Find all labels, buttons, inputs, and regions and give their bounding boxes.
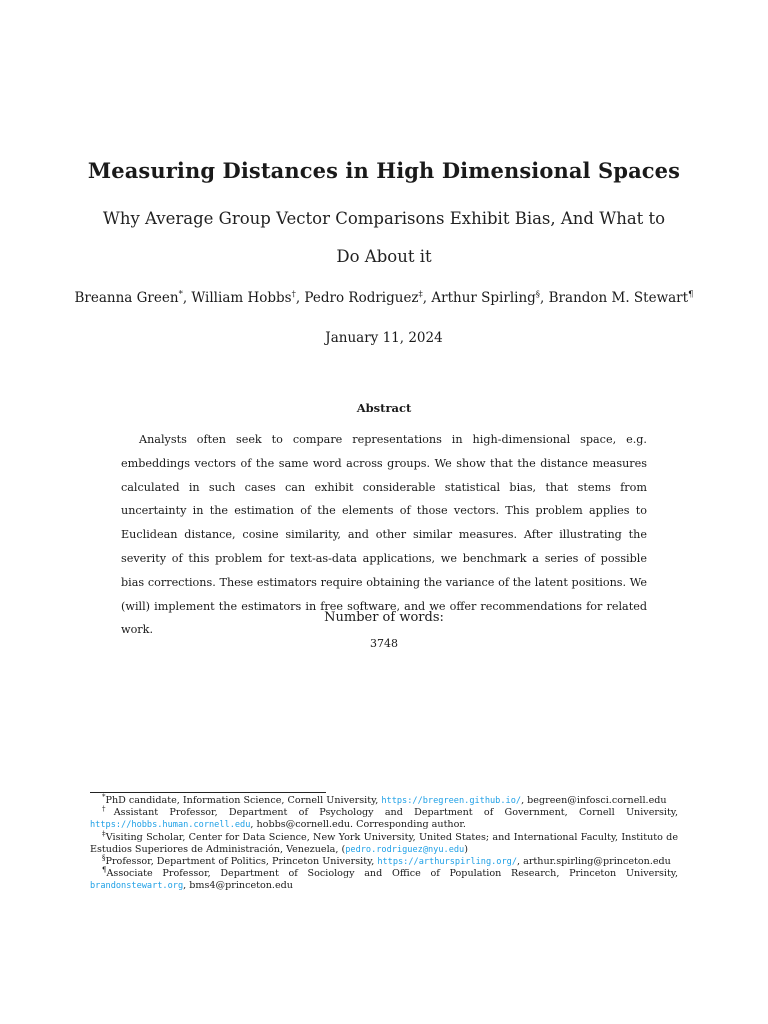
footnote-link[interactable]: brandonstewart.org [90,881,184,892]
footnote-mark: ¶ [102,866,107,875]
footnote-text: PhD candidate, Information Science, Cornell University, [105,795,382,806]
author-footnote-mark[interactable]: ¶ [688,289,694,300]
footnote-text: , begreen@infosci.cornell.edu [521,795,667,806]
footnote [90,868,678,892]
footnote [90,807,678,831]
footnote-link[interactable]: https://arthurspirling.org/ [377,857,518,868]
abstract-text: Analysts often seek to compare representations in high-dimensional space, e.g. embeddings vectors of the same word across groups. We show that the distance measures calculated in such cases can exhibit considerable statistical bias, that stems from uncertainty in the estimation of the elements of those vectors. This problem applies to Euclidean distance, cosine similarity, and other similar measures. After illustrating the severity of this problem for text-as-data applications, we benchmark a series of possible bias corrections. These estimators require obtaining the variance of the latent positions. We (will) implement the estimators in free software, and we offer recommendations for related work. [121,433,647,637]
footnote-mark: § [102,853,106,862]
footnote-link[interactable]: pedro.rodriguez@nyu.edu [345,844,465,855]
footnote [90,792,678,807]
footnote [90,853,678,868]
footnote-divider [90,792,326,793]
abstract-heading: Abstract [356,401,412,415]
footnote-link[interactable]: https://hobbs.human.cornell.edu [90,820,251,831]
footnote-mark: † [102,805,114,814]
author-separator: , [295,290,305,306]
paper-subtitle: Why Average Group Vector Comparisons Exhibit Bias, And What to Do About it [102,209,666,266]
footnote-text: Professor, Department of Politics, Princeton University, [105,856,378,868]
word-count-value: 3748 [370,637,398,650]
footnote-link[interactable]: https://bregreen.github.io/ [381,796,522,806]
author-name: William Hobbs [191,290,292,306]
author-footnote-mark[interactable]: † [291,289,296,300]
author-name: Brandon M. Stewart [548,290,689,306]
author-list [0,290,768,306]
footnote-text: , hobbs@cornell.edu. Corresponding author. [250,819,466,831]
footnote-text: Visiting Scholar, Center for Data Science, New York University, United States; and International Faculty, Instituto de Estudios Superiores de Administración, Venezuela, ( [90,831,678,855]
author-footnote-mark[interactable]: § [535,289,541,300]
footnote-text: , arthur.spirling@princeton.edu [517,856,671,868]
footnote-mark: * [102,792,106,801]
author-separator: , [422,290,432,306]
footnote-text: , bms4@princeton.edu [183,880,293,892]
paper-date: January 11, 2024 [325,330,443,346]
footnote-text: Associate Professor, Department of Sociology and Office of Population Research, Princeton University, [106,868,678,880]
footnote [90,829,678,856]
author-separator: , [182,290,192,306]
author-footnote-mark[interactable]: ‡ [418,289,423,300]
author-name: Breanna Green [74,290,179,306]
author-footnote-mark[interactable]: * [178,289,183,300]
paper-title: Measuring Distances in High Dimensional Spaces [87,158,681,183]
author-name: Arthur Spirling [431,290,536,306]
footnote-mark: ‡ [102,829,106,838]
author-name: Pedro Rodriguez [304,290,419,306]
footnote-text: Assistant Professor, Department of Psychology and Department of Government, Cornell University, [113,807,678,819]
footnotes [90,792,678,893]
word-count-label: Number of words: [324,610,444,625]
author-separator: , [540,290,549,306]
footnote-text: ) [464,843,468,855]
